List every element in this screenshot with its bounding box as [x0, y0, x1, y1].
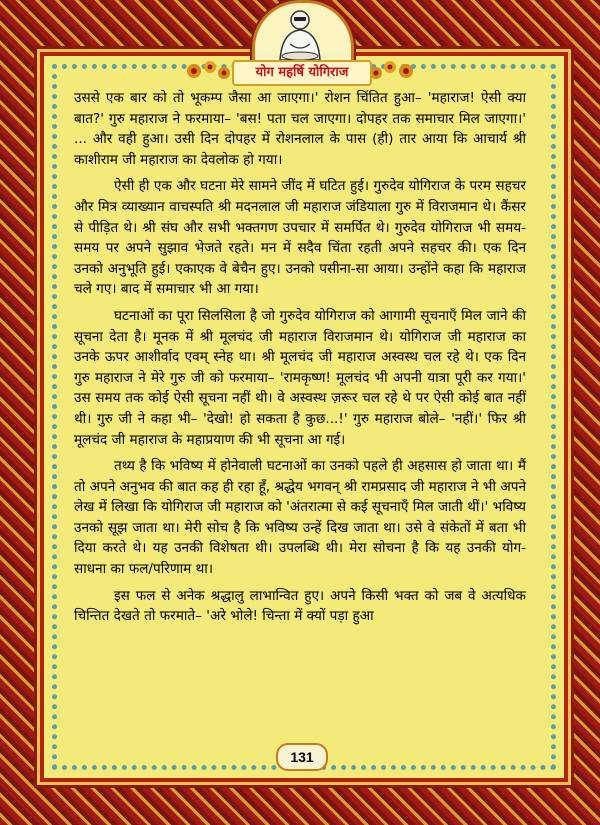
- running-header-title: योग महर्षि योगिराज: [232, 60, 372, 86]
- paragraph: ऐसी ही एक और घटना मेरे सामने जींद में घटित हुई। गुरुदेव योगिराज के परम सहचर और मित्र व्याख्यान वाचस्पति श्री मदनलाल जी महाराज जंडियाला गुरु में विराजमान थे। कैंसर से पीड़ित थे। श्री संघ और सभी भक्तगण उपचार में समर्पित थे। गुरुदेव योगिराज भी समय-समय पर अपने सुझाव भेजते रहते। मन में सदैव चिंता रहती अपने सहचर की। एक दिन उनको अनुभूति हुई। एकाएक वे बेचैन हुए। उनको पसीना-सा आया। उन्होंने कहा कि महाराज चले गए। बाद में समाचार भी आ गया।: [74, 178, 526, 298]
- paragraph: इस फल से अनेक श्रद्धालु लाभान्वित हुए। अपने किसी भक्त को जब वे अत्यधिक चिन्तित देखते तो फरमाते– 'अरे भोले! चिन्ता में क्यों पड़ा हुआ: [74, 587, 526, 625]
- page-number: 131: [276, 743, 328, 771]
- flower-ornament-right: [368, 58, 416, 84]
- body-text: [74, 88, 526, 688]
- flower-ornament-left: [184, 58, 232, 84]
- saint-portrait-icon: [268, 6, 332, 62]
- paragraph: उससे एक बार को तो भूकम्प जैसा आ जाएगा।' रोशन चिंतित हुआ– 'महाराज! ऐसी क्या बात?' गुरु महाराज ने फरमाया– 'बस! पता चल जाएगा। दोपहर तक समाचार मिल जाएगा।' ... और वही हुआ। उसी दिन दोपहर में रोशनलाल के पास (ही) तार आया कि आचार्य श्री काशीराम जी महाराज का देवलोक हो गया।: [74, 90, 526, 168]
- paragraph: तथ्य है कि भविष्य में होनेवाली घटनाओं का उनको पहले ही अहसास हो जाता था। मैं तो अपने अनुभव की बात कह ही रहा हूँ, श्रद्धेय भगवन् श्री रामप्रसाद जी महाराज ने भी अपने लेख में लिखा कि योगिराज जी महाराज को 'अंतरात्मा से कई सूचनाएँ मिल जाती थीं।' भविष्य उनको सूझ जाता था। मेरी सोच है कि भविष्य उन्हें दिख जाता था। उसे वे संकेतों में बता भी दिया करते थे। यह उनकी विशेषता थी। उपलब्धि थी। मेरा सोचना है कि यह उनकी योग-साधना का फल/परिणाम था।: [74, 458, 526, 578]
- paragraph: घटनाओं का पूरा सिलसिला है जो गुरुदेव योगिराज को आगामी सूचनाएँ मिल जाने की सूचना देता है। मूनक में श्री मूलचंद जी महाराज विराजमान थे। योगिराज जी महाराज का उनके ऊपर आशीर्वाद एवम् स्नेह था। श्री मूलचंद जी महाराज अस्वस्थ चल रहे थे। एक दिन गुरु महाराज ने मेरे गुरु जी को फरमाया– 'रामकृष्ण! मूलचंद भी अपनी यात्रा पूरी कर गया।' उस समय तक कोई ऐसी सूचना नहीं थी। वे अस्वस्थ ज़रूर चल रहे थे पर ऐसी कोई बात नहीं थी। गुरु जी ने कहा भी– 'देखो! हो सकता है कुछ...!' गुरु महाराज बोले– 'नहीं।' फिर श्री मूलचंद जी महाराज के महाप्रयाण की भी सूचना आ गई।: [74, 307, 526, 448]
